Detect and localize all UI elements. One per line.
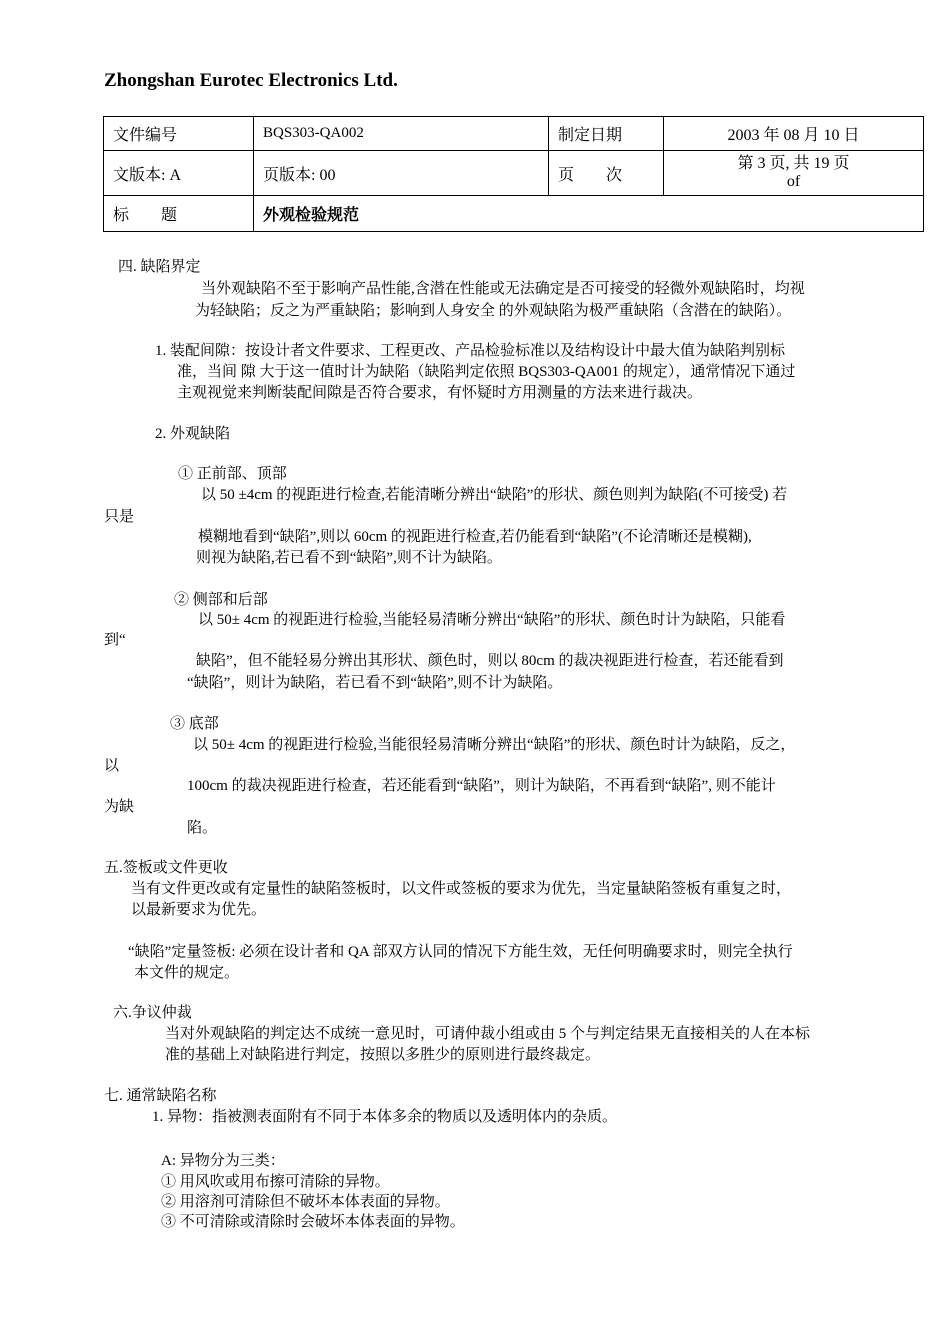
doc-no-label: 文件编号 [104,117,254,151]
case-3-text: 为缺 [104,799,135,815]
section-7-heading: 七. 通常缺陷名称 [104,1088,217,1104]
case-1-text: 只是 [104,509,135,525]
section-4-text: 当外观缺陷不至于影响产品性能,含潜在性能或无法确定是否可接受的轻微外观缺陷时，均视 [201,281,805,297]
section-5-text: 当有文件更改或有定量性的缺陷签板时，以文件或签板的要求为优先，当定量缺陷签板有重复之时， [131,881,792,897]
section-6-text: 准的基础上对缺陷进行判定，按照以多胜少的原则进行最终裁定。 [165,1047,601,1063]
page-value [664,151,924,196]
section-5-text: 以最新要求为优先。 [131,902,267,918]
document-header-table [103,116,924,232]
case-3-title: ③ 底部 [170,716,219,732]
company-name: Zhongshan Eurotec Electronics Ltd. [104,70,398,91]
case-3-text: 100cm 的裁决视距进行检查，若还能看到“缺陷”，则计为缺陷，不再看到“缺陷”, 则不能计 [187,778,776,794]
page-version: 页版本: 00 [254,151,549,196]
doc-no-value: BQS303-QA002 [254,117,549,151]
case-1-text: 以 50 ±4cm 的视距进行检查,若能清晰分辨出“缺陷”的形状、颜色则判为缺陷(不可接受) 若 [201,487,788,503]
section-7-list-item: ① 用风吹或用布擦可清除的异物。 [161,1174,390,1190]
section-4-heading: 四. 缺陷界定 [118,259,201,275]
title-label: 标 题 [104,196,254,232]
section-7-list-item: ② 用溶剂可清除但不破坏本体表面的异物。 [161,1194,450,1210]
page-value-line2: of [786,173,801,190]
section-7-list-item: ③ 不可清除或清除时会破坏本体表面的异物。 [161,1214,465,1230]
item-1-text: 主观视觉来判断装配间隙是否符合要求，有怀疑时方用测量的方法来进行裁决。 [177,385,703,401]
case-2-text: 到“ [104,632,126,648]
case-1-text: 模糊地看到“缺陷”,则以 60cm 的视距进行检查,若仍能看到“缺陷”(不论清晰还是模糊), [198,529,752,545]
case-2-text: 以 50± 4cm 的视距进行检验,当能轻易清晰分辨出“缺陷”的形状、颜色时计为缺陷，只能看 [198,612,786,628]
section-7-item-1: 1. 异物：指被测表面附有不同于本体多余的物质以及透明体内的杂质。 [152,1109,618,1125]
title-value: 外观检验规范 [254,196,924,232]
section-5-heading: 五.签板或文件更收 [104,860,228,876]
page-value-line1: 第 3 页, 共 19 页 [737,155,850,172]
case-3-text: 陷。 [187,820,218,836]
case-3-text: 以 50± 4cm 的视距进行检验,当能很轻易清晰分辨出“缺陷”的形状、颜色时计为缺陷，反之， [193,737,796,753]
item-1-text: 1. 装配间隙：按设计者文件要求、工程更改、产品检验标准以及结构设计中最大值为缺陷判别标 [155,343,786,359]
date-value: 2003 年 08 月 10 日 [664,117,924,151]
case-2-text: 缺陷”，但不能轻易分辨出其形状、颜色时，则以 80cm 的裁决视距进行检查，若还能看到 [196,653,784,669]
section-5-text: “缺陷”定量签板: 必须在设计者和 QA 部双方认同的情况下方能生效，无任何明确要求时，则完全执行 [128,944,793,960]
date-label: 制定日期 [549,117,664,151]
case-1-text: 则视为缺陷,若已看不到“缺陷”,则不计为缺陷。 [196,550,502,566]
case-3-text: 以 [104,758,120,774]
item-2-heading: 2. 外观缺陷 [155,426,231,442]
case-1-title: ① 正前部、顶部 [178,466,287,482]
item-1-text: 准，当间 隙 大于这一值时计为缺陷（缺陷判定依照 BQS303-QA001 的规定），通常情况下通过 [177,364,796,380]
page-label: 页 次 [549,151,664,196]
section-6-heading: 六.争议仲裁 [113,1005,192,1021]
section-5-text: 本文件的规定。 [134,965,240,981]
section-6-text: 当对外观缺陷的判定达不成统一意见时，可请仲裁小组或由 5 个与判定结果无直接相关的人在本标 [165,1026,811,1042]
case-2-text: “缺陷”，则计为缺陷，若已看不到“缺陷”,则不计为缺陷。 [187,675,563,691]
case-2-title: ② 侧部和后部 [174,592,268,608]
section-7-sub-a: A: 异物分为三类： [161,1153,285,1169]
version-label: 文版本: A [104,151,254,196]
section-4-text: 为轻缺陷；反之为严重缺陷；影响到人身安全 的外观缺陷为极严重缺陷（含潜在的缺陷）。 [195,303,792,319]
